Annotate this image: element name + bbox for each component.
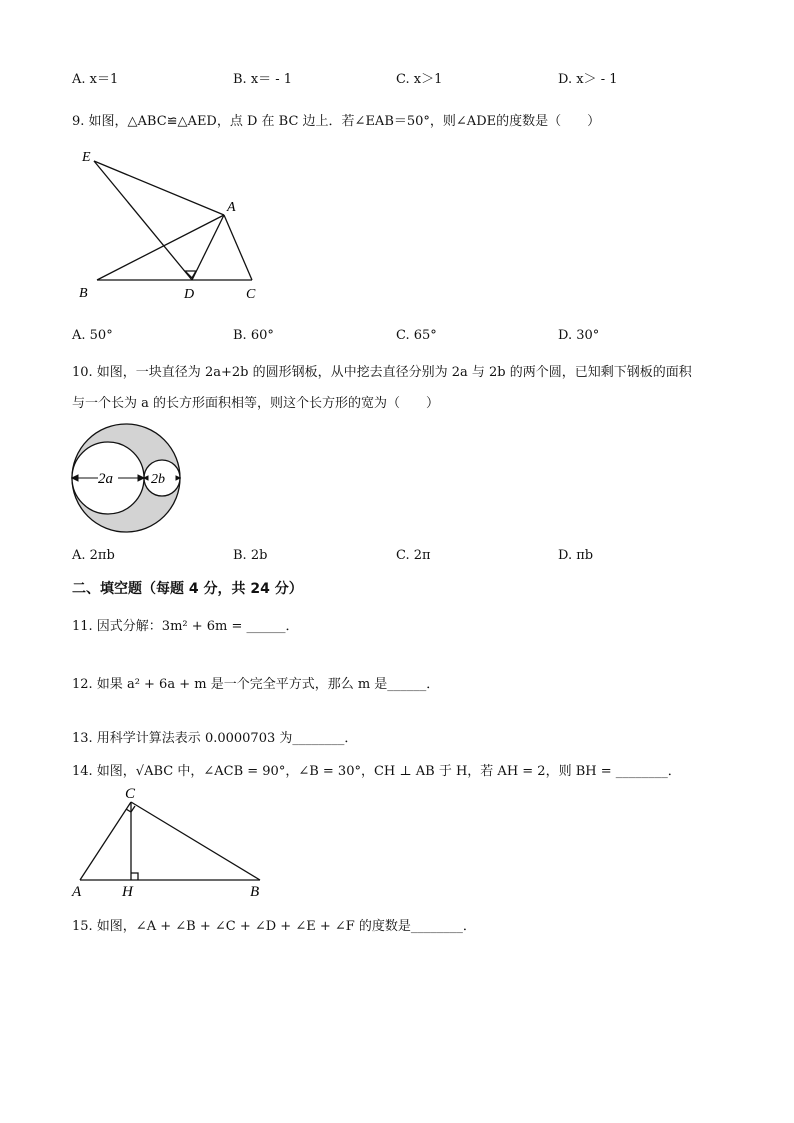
q14-label-b: B	[250, 884, 260, 900]
q9-label-d: D	[184, 287, 195, 302]
q10-label-2a: 2a	[98, 471, 113, 487]
q9-label-c: C	[246, 287, 256, 302]
q14-label-h: H	[122, 884, 133, 900]
q10-stem-line2: 与一个长为 a 的长方形面积相等，则这个长方形的宽为（ ）	[72, 396, 440, 411]
q13-text: 13. 用科学计算法表示 0.0000703 为________．	[72, 731, 358, 746]
q15-text: 15. 如图，∠A + ∠B + ∠C + ∠D + ∠E + ∠F 的度数是________．	[72, 919, 476, 934]
q10-figure	[68, 420, 184, 536]
q10-stem-line1: 10. 如图，一块直径为 2a+2b 的圆形钢板，从中挖去直径分别为 2a 与 2b 的两个圆，已知剩下钢板的面积	[72, 365, 692, 380]
q8-option-b: B. x＝ - 1	[233, 72, 293, 87]
q8-option-a: A. x＝1	[72, 72, 119, 87]
q9-label-b: B	[79, 286, 88, 301]
section-title: 二、填空题（每题 4 分，共 24 分）	[72, 581, 303, 597]
q10-option-a: A. 2πb	[72, 548, 115, 563]
q9-figure	[72, 145, 272, 305]
q10-label-2b: 2b	[151, 472, 165, 487]
q9-option-a: A. 50°	[72, 328, 113, 343]
q9-option-d: D. 30°	[558, 328, 600, 343]
q8-option-d: D. x＞ - 1	[558, 72, 618, 87]
q12-text: 12. 如果 a² + 6a + m 是一个完全平方式，那么 m 是______．	[72, 677, 440, 692]
q9-option-c: C. 65°	[396, 328, 437, 343]
q9-label-e: E	[82, 150, 91, 165]
q10-option-b: B. 2b	[233, 548, 268, 563]
q14-figure	[68, 782, 273, 900]
q10-option-c: C. 2π	[396, 548, 431, 563]
q14-text: 14. 如图，√ABC 中，∠ACB = 90°，∠B = 30°，CH ⊥ AB 于 H，若 AH = 2，则 BH = ________．	[72, 764, 681, 779]
q11-text: 11. 因式分解：3m² + 6m = ______．	[72, 619, 299, 634]
q14-label-a: A	[72, 884, 82, 900]
q10-option-d: D. πb	[558, 548, 594, 563]
q8-option-c: C. x＞1	[396, 72, 443, 87]
q9-label-a: A	[227, 200, 236, 215]
q9-stem: 9. 如图，△ABC≌△AED，点 D 在 BC 边上．若∠EAB＝50°，则∠ADE的度数是（ ）	[72, 114, 601, 129]
q14-label-c: C	[125, 786, 136, 802]
q9-option-b: B. 60°	[233, 328, 274, 343]
